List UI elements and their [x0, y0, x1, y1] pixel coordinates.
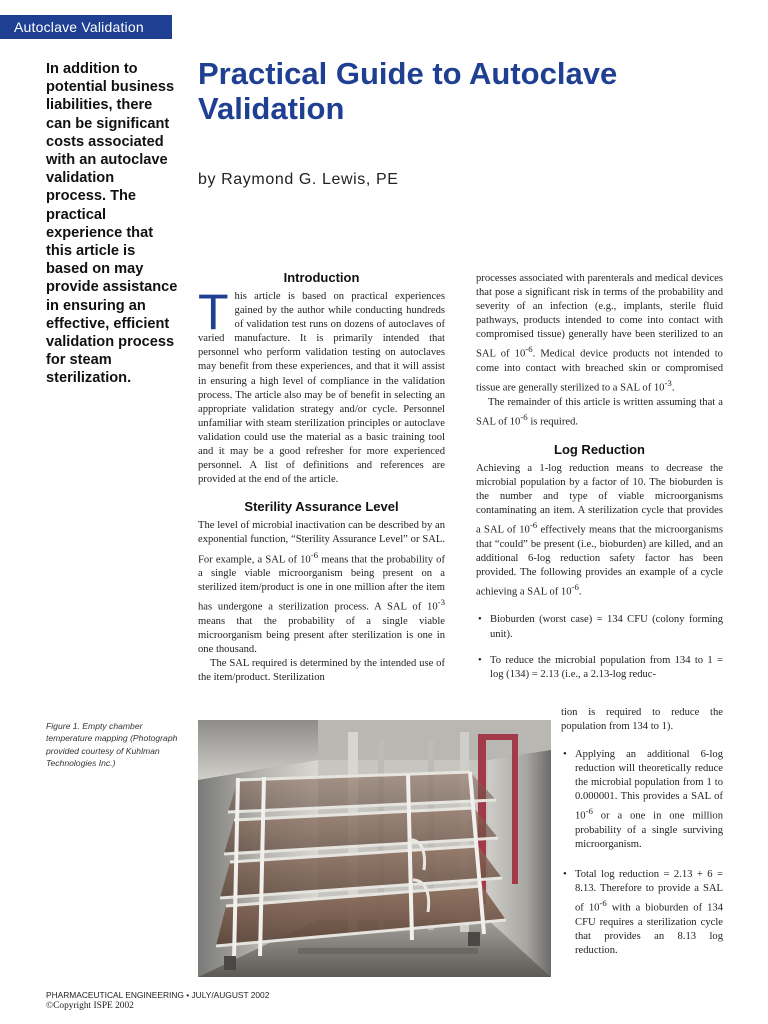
sal-paragraph-4	[476, 396, 723, 430]
list-item	[561, 748, 723, 852]
exponent: -6	[310, 549, 319, 560]
exponent: -3	[437, 597, 445, 608]
bullet-marker: •	[563, 869, 567, 881]
bullet-marker: •	[563, 749, 567, 760]
sal-text: The level of microbial inactivation can be described by an exponential function, “Sterility Assurance Level” or SAL. For example, a SAL of 10	[198, 520, 445, 566]
introduction-paragraph	[198, 284, 445, 487]
byline: by Raymond G. Lewis, PE	[198, 171, 399, 188]
bullet-text: or a one in one million probability of a single surviving microorganism.	[575, 810, 723, 851]
pull-quote: In addition to potential business liabilities, there can be significant costs associated with an autoclave validation process. The practical experience that this article is based on may provide assistance in ensuring an effective, efficient validation process for steam sterilization.	[46, 61, 178, 387]
exponent: -6	[529, 519, 538, 530]
article-column-2	[476, 272, 723, 694]
autoclave-chamber-photo	[198, 720, 551, 977]
footer-journal: PHARMACEUTICAL ENGINEERING • JULY/AUGUST 2002	[46, 990, 270, 1000]
list-item	[476, 613, 723, 641]
bullet-text: Total log reduction = 2.13 + 6 = 8.13. Therefore to provide a SAL of 10	[575, 869, 723, 914]
sal-text: means that the probability of a single viable microorganism being present after sterilization is one in one thousand.	[198, 615, 445, 656]
exponent: -6	[520, 411, 528, 422]
introduction-text: his article is based on practical experiences gained by the author while conducting hundreds of validation test runs on dozens of autoclaves of varied manufacture. It is primarily intended that personnel who perform validation testing on autoclaves may benefit from these experiences, and that it will assist in ensuring a high level of compliance in the validation process. The article also may be of benefit in selecting an appropriate validation strategy and/or cycle. Personnel unfamiliar with steam sterilization principles or autoclave validation could use the material as a basic training tool and it may be a good refresher for more experienced personnel. A list of definitions and references are provided at the end of the article.	[198, 291, 445, 486]
bullet-list-narrow	[561, 748, 723, 974]
bullet-continuation: tion is required to reduce the population from 134 to 1).	[561, 707, 723, 733]
photo-illustration	[198, 720, 551, 977]
article-column-1	[198, 270, 445, 685]
sal-paragraph-1	[198, 519, 445, 657]
log-text: Achieving a 1-log reduction means to decrease the microbial population by a factor of 10. The bioburden is the number and type of viable microorganisms contaminating an item. A sterilization cycle that provides a SAL of 10	[476, 462, 723, 536]
exponent: -6	[571, 581, 579, 592]
figure-caption: Figure 1. Empty chamber temperature mapping (Photograph provided courtesy of Kuhlman Technologies Inc.)	[46, 721, 178, 769]
list-item	[561, 868, 723, 958]
drop-cap: T	[198, 284, 229, 340]
bullet-marker: •	[478, 654, 482, 666]
sal-text: .	[671, 382, 675, 394]
sal-paragraph-2: The SAL required is determined by the intended use of the item/product. Sterilization	[198, 658, 445, 684]
log-reduction-paragraph	[476, 462, 723, 600]
exponent: -6	[525, 344, 533, 355]
sal-paragraph-3	[476, 272, 723, 396]
page-footer	[46, 990, 269, 1012]
bullet-text: Bioburden (worst case) = 134 CFU (colony forming unit).	[490, 614, 723, 640]
sal-text: means that the probability of a single viable microorganism being present on a sterilized item/product is one in one million after the item has undergone a sterilization process. A SAL of 10	[198, 554, 446, 613]
log-reduction-heading: Log Reduction	[554, 441, 645, 457]
log-text: .	[578, 586, 582, 598]
article-title: Practical Guide to Autoclave Validation	[198, 56, 618, 126]
bullet-list	[476, 613, 723, 681]
introduction-heading: Introduction	[283, 270, 360, 285]
sal-text: . Medical device products not intended to come into contact with breached skin or compromised tissue are generally sterilized to a SAL of 10	[476, 349, 723, 394]
sal-text: processes associated with parenterals and medical devices that pose a significant risk in terms of the probability and severity of an infection (e.g., implants, sterile fluid pathways, products intended to come into contact with compromised tissue) generally have been sterilized to an SAL of 10	[476, 273, 723, 360]
log-text: effectively means that the microorganisms that “could” be present (i.e., bioburden) are killed, and an additional 6-log reduction safety factor has been provided. The following provides an example of a cycle achieving a SAL of 10	[476, 524, 723, 598]
bullet-text: To reduce the microbial population from 134 to 1 = log (134) = 2.13 (i.e., a 2.13-log reduc-	[490, 654, 723, 680]
bullet-text: Applying an additional 6-log reduction will theoretically reduce the microbial population from 1 to 0.000001. This provides a SAL of 10	[575, 749, 723, 822]
sal-text: The remainder of this article is written assuming that a SAL of 10	[476, 396, 723, 428]
bullet-text: with a bioburden of 134 CFU requires a sterilization cycle that provides an 8.13 log reduction.	[575, 902, 723, 957]
section-tab: Autoclave Validation	[0, 15, 172, 39]
bullet-marker: •	[478, 614, 482, 626]
exponent: -3	[664, 378, 672, 389]
sal-text: is required.	[527, 416, 579, 428]
footer-copyright: ©Copyright ISPE 2002	[46, 1001, 134, 1011]
list-item	[476, 654, 723, 682]
sal-heading: Sterility Assurance Level	[244, 499, 399, 515]
exponent: -6	[599, 898, 607, 909]
exponent: -6	[585, 806, 593, 817]
